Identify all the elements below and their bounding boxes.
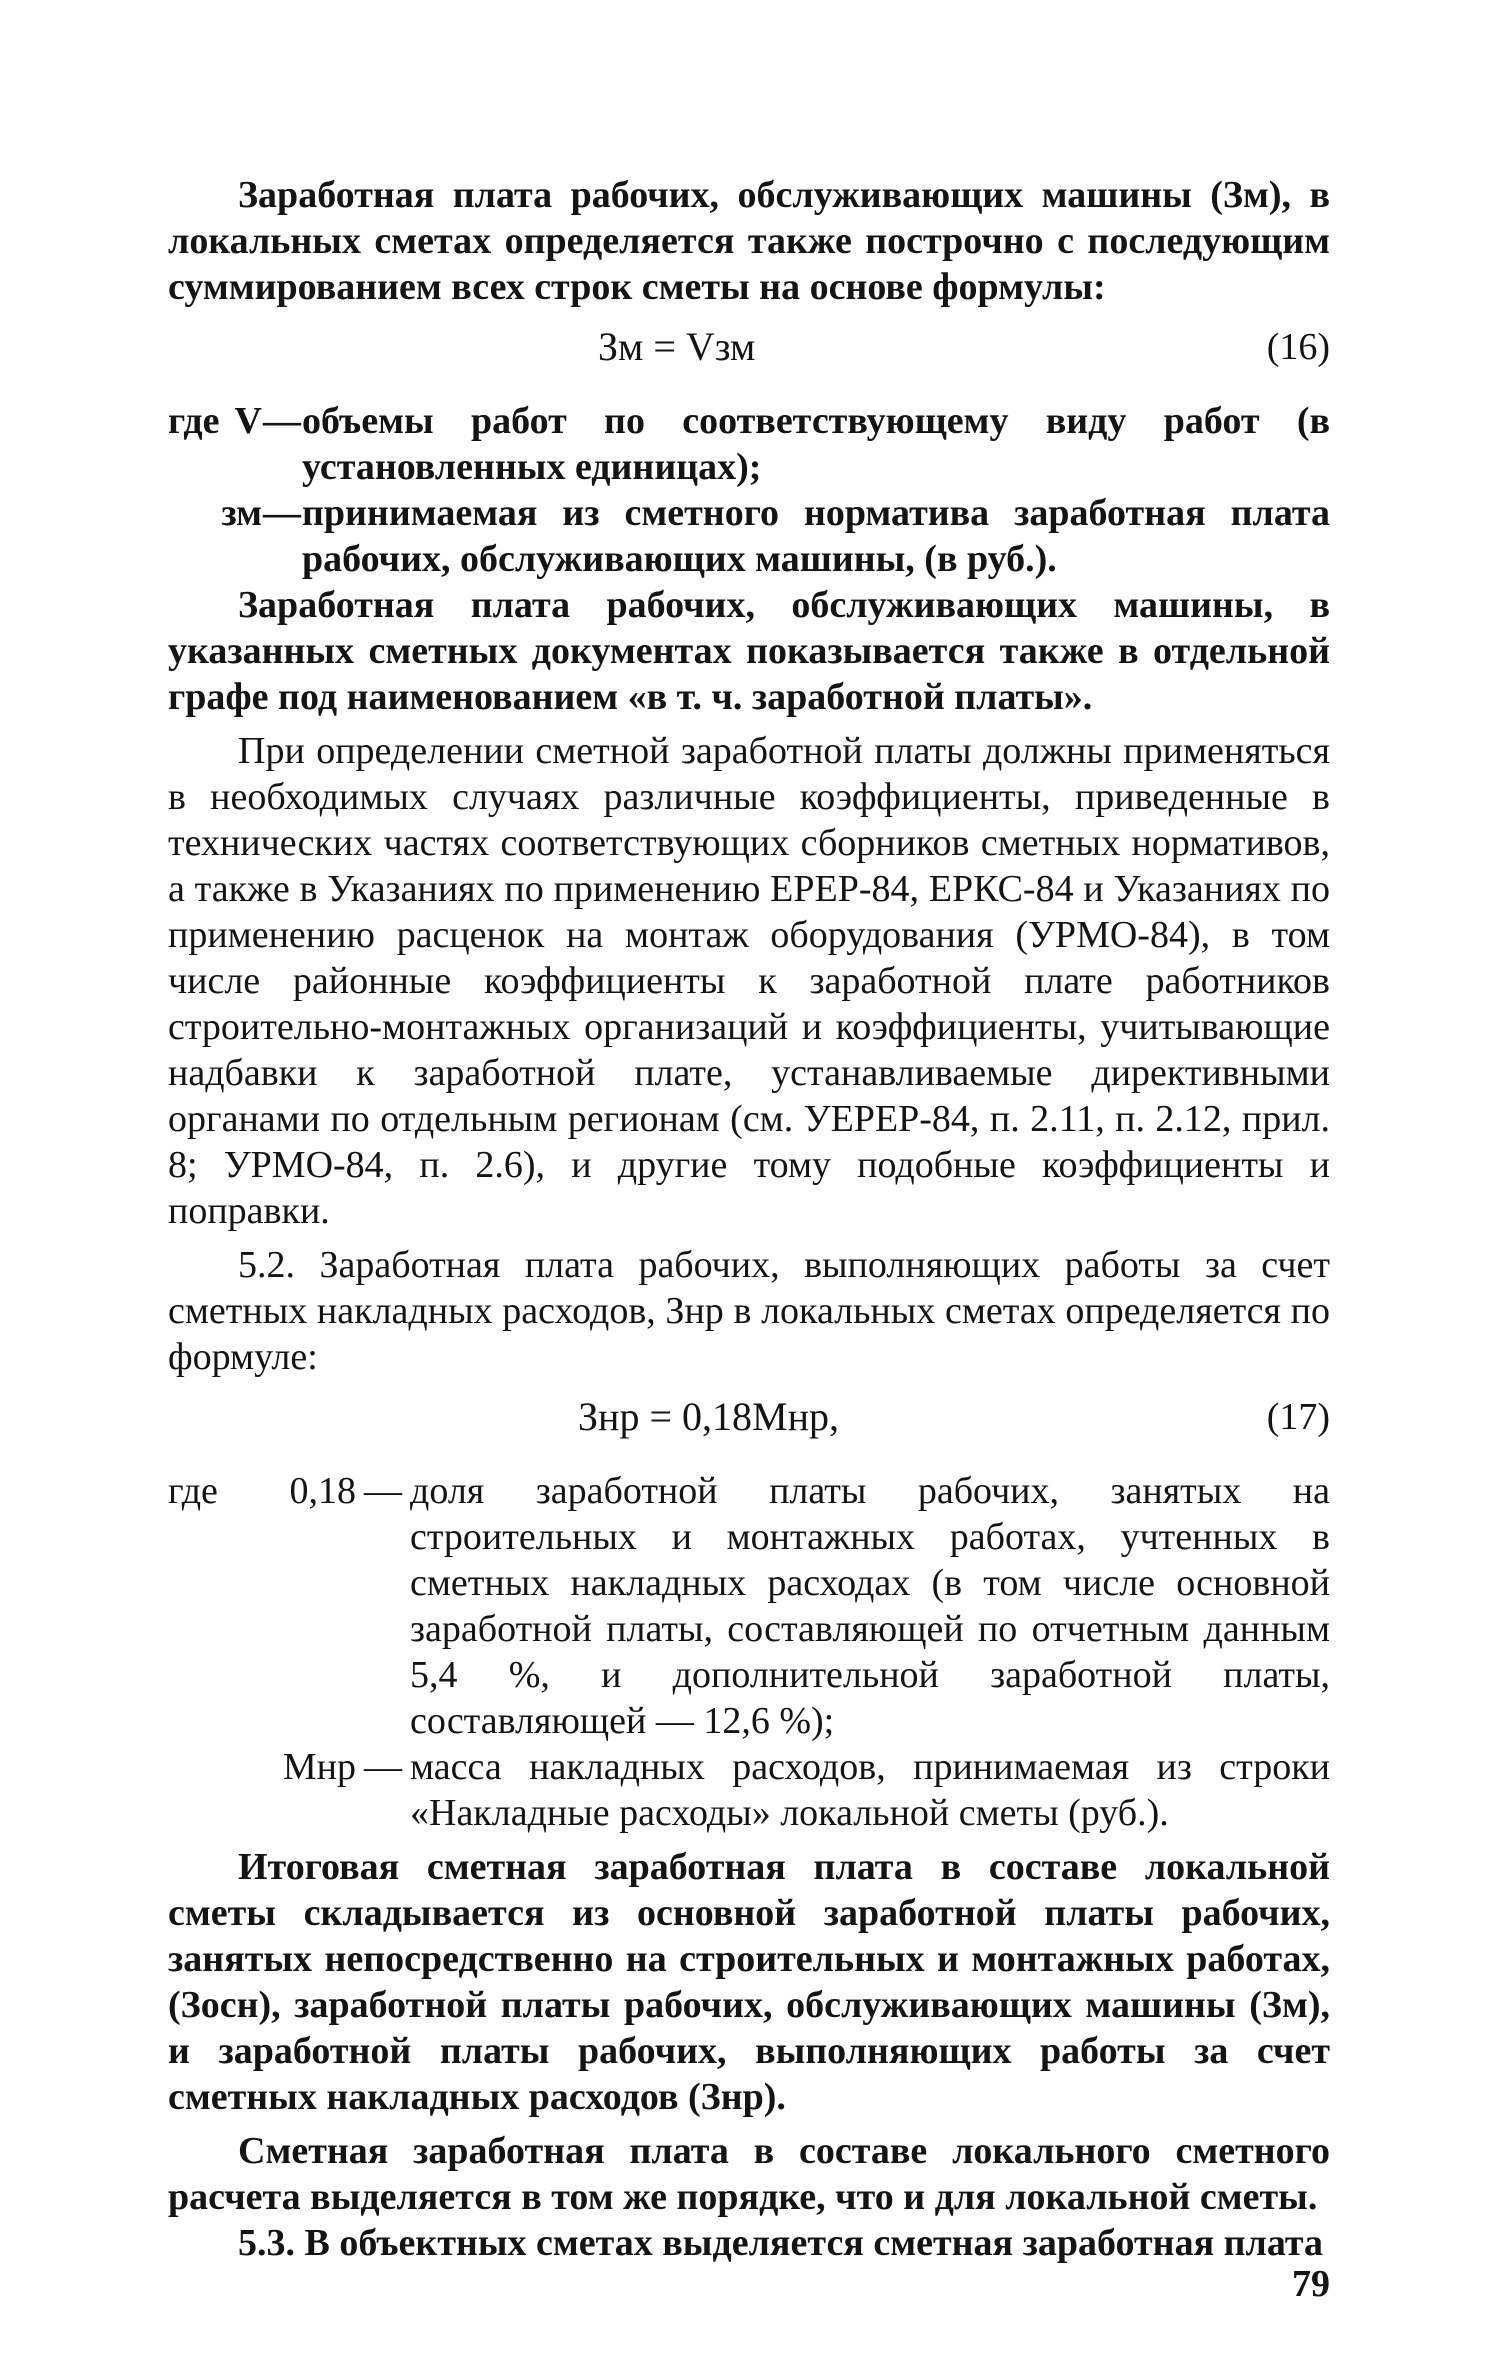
definition-text: доля заработной платы рабочих, занятых на строительных и монтажных работах, учтенных в сметных накладных расходах (в том числе основной заработной платы, составляющей по отчетным данным 5,4 %, и дополнительной заработной платы, составляющей — 12,6 %);	[410, 1470, 1330, 1742]
formula-17-number: (17)	[1266, 1396, 1330, 1438]
definition-dash: —	[263, 400, 301, 442]
definition-v	[168, 398, 1330, 490]
definition-dash: —	[364, 1746, 402, 1788]
definition-text: масса накладных расходов, принимаемая из строки «Накладные расходы» локальной сметы (руб.).	[410, 1746, 1330, 1834]
paragraph-section-5-3: 5.3. В объектных сметах выделяется сметная заработная плата	[238, 2222, 1323, 2264]
formula-16: Зм = Vзм	[598, 324, 756, 369]
definition-zm	[168, 490, 1330, 582]
definition-text: принимаемая из сметного норматива заработная плата рабочих, обслуживающих машины, (в руб.).	[302, 492, 1330, 580]
paragraph-total-wages: Итоговая сметная заработная плата в составе локальной сметы складывается из основной заработной платы рабочих, занятых непосредственно на строительных и монтажных работах, (Зосн), заработной платы рабочих, обслуживающих машины (Зм), и заработной платы рабочих, выполняющих работы за счет сметных накладных расходов (Знр).	[168, 1846, 1330, 2118]
definition-dash: —	[364, 1470, 402, 1512]
definition-018	[168, 1468, 1330, 1744]
paragraph-coefficients: При определении сметной заработной платы должны применяться в необходимых случаях различные коэффициенты, приведенные в технических частях соответствующих сборников сметных нормативов, а также в Указаниях по применению ЕРЕР-84, ЕРКС-84 и Указаниях по применению расценок на монтаж оборудования (УРМО-84), в том числе районные коэффициенты к заработной плате работников строительно-монтажных организаций и коэффициенты, учитывающие надбавки к заработной плате, устанавливаемые директивными органами по отдельным регионам (см. УЕРЕР-84, п. 2.11, п. 2.12, прил. 8; УРМО-84, п. 2.6), и другие тому подобные коэффициенты и поправки.	[168, 730, 1330, 1232]
text-column	[168, 172, 1330, 2266]
definition-mnr	[168, 1744, 1330, 1836]
page-number: 79	[1292, 2263, 1330, 2305]
definition-text: объемы работ по соответствующему виду работ (в установленных единицах);	[302, 400, 1330, 488]
formula-17: Знр = 0,18Мнр,	[578, 1394, 839, 1439]
paragraph-separate-column: Заработная плата рабочих, обслуживающих машины, в указанных сметных документах показывается также в отдельной графе под наименованием «в т. ч. заработной платы».	[168, 584, 1330, 718]
paragraph-section-5-2: 5.2. Заработная плата рабочих, выполняющих работы за счет сметных накладных расходов, Знр в локальных сметах определяется по формуле:	[168, 1244, 1330, 1378]
definition-symbol: V	[234, 400, 262, 442]
paragraph-machine-wages: Заработная плата рабочих, обслуживающих машины (Зм), в локальных сметах определяется также построчно с последующим суммированием всех строк сметы на основе формулы:	[168, 174, 1330, 308]
formula-16-number: (16)	[1266, 326, 1330, 368]
where-label: где	[168, 1470, 218, 1512]
definition-dash: —	[263, 492, 301, 534]
paragraph-local-estimate: Сметная заработная плата в составе локального сметного расчета выделяется в том же порядке, что и для локальной сметы.	[168, 2130, 1330, 2218]
formula-17-row	[168, 1384, 1330, 1458]
definition-symbol: 0,18	[289, 1470, 356, 1512]
definition-symbol: Мнр	[282, 1746, 356, 1788]
formula-16-row	[168, 314, 1330, 388]
definition-symbol: зм	[221, 492, 262, 534]
where-label: где	[168, 400, 220, 442]
